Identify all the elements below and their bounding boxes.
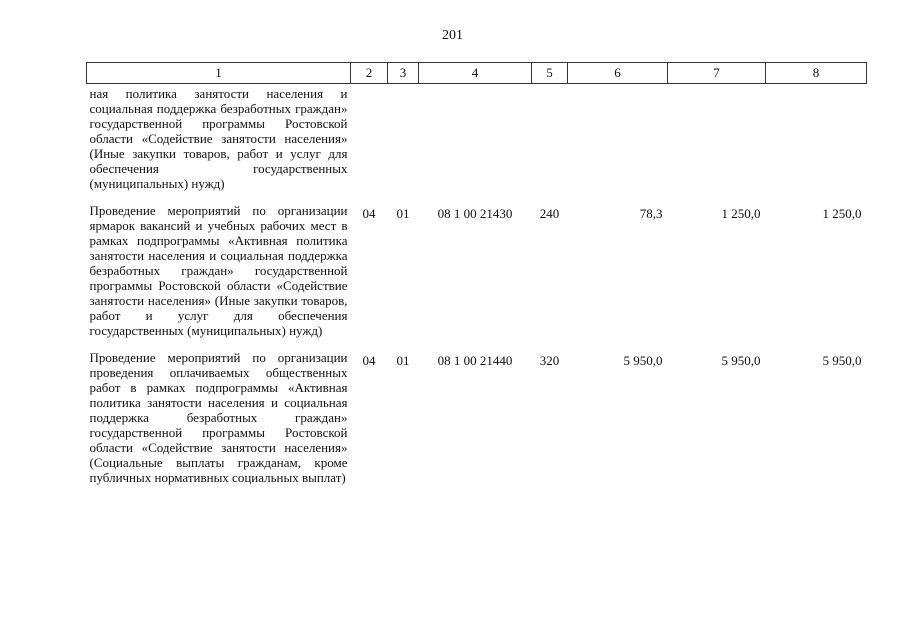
row-amount-3 — [766, 84, 867, 204]
row-amount-1: 5 950,0 — [623, 353, 663, 368]
row-expense-type: 240 — [539, 206, 560, 221]
column-header-5: 5 — [532, 63, 568, 84]
row-subsection: 01 — [396, 353, 410, 368]
column-header-1: 1 — [87, 63, 351, 84]
row-amount-2: 1 250,0 — [721, 206, 761, 221]
row-target-code: 08 1 00 21440 — [437, 353, 513, 368]
column-header-6: 6 — [568, 63, 668, 84]
row-amount-2 — [668, 84, 766, 204]
column-header-8: 8 — [766, 63, 867, 84]
row-amount-3: 1 250,0 — [822, 206, 862, 221]
column-header-2: 2 — [351, 63, 388, 84]
budget-table — [86, 62, 867, 485]
table-row — [87, 350, 867, 485]
row-expense-type — [532, 84, 568, 204]
page-number: 201 — [442, 28, 463, 43]
row-subsection — [388, 84, 419, 204]
row-section: 04 — [362, 206, 376, 221]
column-header-3: 3 — [388, 63, 419, 84]
table-row — [87, 84, 867, 204]
column-header-7: 7 — [668, 63, 766, 84]
row-subsection: 01 — [396, 206, 410, 221]
column-header-4: 4 — [419, 63, 532, 84]
row-target-code: 08 1 00 21430 — [437, 206, 513, 221]
row-description: Проведение мероприятий по организации проведения оплачиваемых общественных работ в рамках подпрограммы «Активная политика занятости населения и социальная поддержка безработных граждан» государственной программы Ростовской области «Содействие занятости населения» (Социальные выплаты гражданам, кроме публичных нормативных социальных выплат) — [89, 350, 348, 485]
row-amount-2: 5 950,0 — [721, 353, 761, 368]
row-amount-1: 78,3 — [639, 206, 663, 221]
table-row — [87, 203, 867, 350]
row-amount-3: 5 950,0 — [822, 353, 862, 368]
row-description: Проведение мероприятий по организации ярмарок вакансий и учебных рабочих мест в рамках подпрограммы «Активная политика занятости населения и социальная поддержка безработных граждан» государственной программы Ростовской области «Содействие занятости населения» (Иные закупки товаров, работ и услуг для обеспечения государственных (муниципальных) нужд) — [89, 203, 348, 338]
row-expense-type: 320 — [539, 353, 560, 368]
row-description: ная политика занятости населения и социальная поддержка безработных граждан» государственной программы Ростовской области «Содействие занятости населения» (Иные закупки товаров, работ и услуг для обеспечения государственных (муниципальных) нужд) — [89, 86, 348, 191]
row-target-code — [419, 84, 532, 204]
row-amount-1 — [568, 84, 668, 204]
row-section: 04 — [362, 353, 376, 368]
header-row — [87, 63, 867, 84]
row-section — [351, 84, 388, 204]
